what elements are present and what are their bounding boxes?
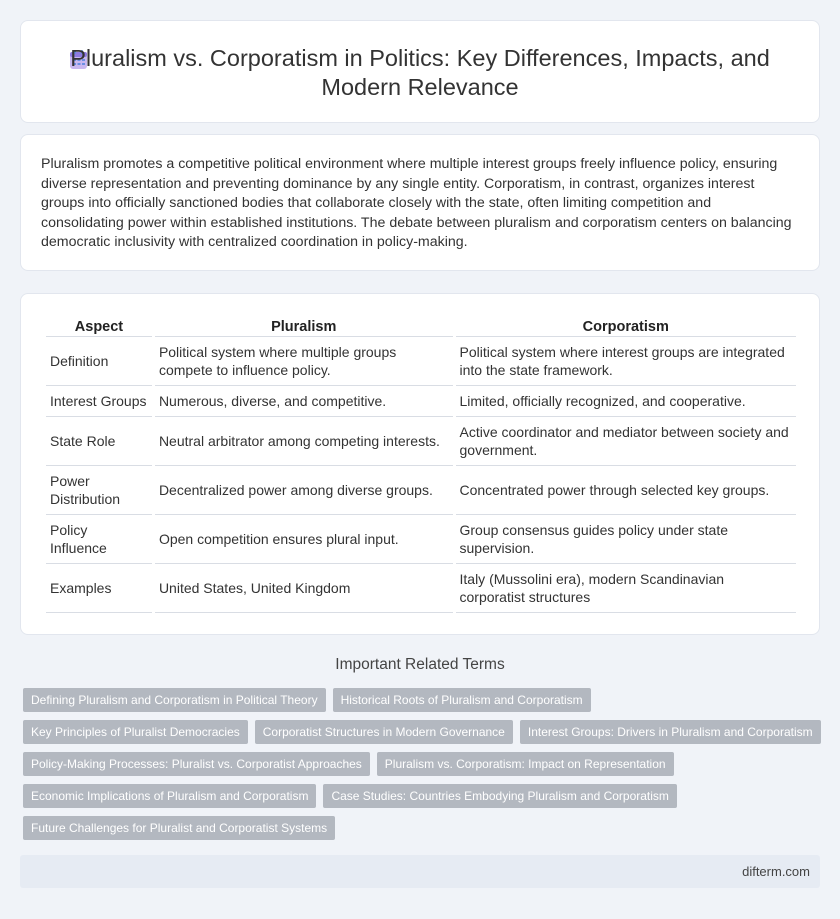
column-header: Pluralism [155, 316, 453, 337]
table-cell: United States, United Kingdom [155, 564, 453, 613]
related-term-tag[interactable]: Case Studies: Countries Embodying Pluralism and Corporatism [323, 784, 676, 808]
table-cell: Examples [46, 564, 152, 613]
table-header-row [46, 316, 796, 337]
related-term-tag[interactable]: Defining Pluralism and Corporatism in Political Theory [23, 688, 326, 712]
related-term-tag[interactable]: Future Challenges for Pluralist and Corporatist Systems [23, 816, 335, 840]
related-term-tag[interactable]: Policy-Making Processes: Pluralist vs. Corporatist Approaches [23, 752, 370, 776]
table-cell: Concentrated power through selected key groups. [456, 466, 797, 515]
table-cell: State Role [46, 417, 152, 466]
table-cell: Group consensus guides policy under state supervision. [456, 515, 797, 564]
column-header: Corporatism [456, 316, 797, 337]
table-row [46, 337, 796, 386]
table-row [46, 386, 796, 417]
summary-card [20, 134, 820, 271]
table-row [46, 515, 796, 564]
related-term-tag[interactable]: Key Principles of Pluralist Democracies [23, 720, 248, 744]
table-cell: Political system where interest groups are integrated into the state framework. [456, 337, 797, 386]
comparison-table [43, 316, 799, 613]
table-cell: Power Distribution [46, 466, 152, 515]
table-cell: Numerous, diverse, and competitive. [155, 386, 453, 417]
table-row [46, 564, 796, 613]
summary-paragraph: Pluralism promotes a competitive political environment where multiple interest groups freely influence policy, ensuring diverse representation and preventing dominance by any single entity. Corporatism, in contrast, organizes interest groups into officially sanctioned bodies that collaborate closely with the state, often limiting competition and consolidating power within established institutions. The debate between pluralism and corporatism centers on balancing democratic inclusivity with centralized coordination in policy-making. [41, 156, 792, 251]
related-term-tag[interactable]: Interest Groups: Drivers in Pluralism and Corporatism [520, 720, 821, 744]
column-header: Aspect [46, 316, 152, 337]
table-cell: Political system where multiple groups compete to influence policy. [155, 337, 453, 386]
table-cell: Open competition ensures plural input. [155, 515, 453, 564]
site-name[interactable]: difterm.com [742, 864, 810, 879]
related-term-tag[interactable]: Historical Roots of Pluralism and Corporatism [333, 688, 591, 712]
table-row [46, 417, 796, 466]
table-cell: Neutral arbitrator among competing interests. [155, 417, 453, 466]
table-cell: Active coordinator and mediator between society and government. [456, 417, 797, 466]
page-title: Pluralism vs. Corporatism in Politics: Key Differences, Impacts, and Modern Relevance [70, 45, 770, 100]
related-term-tag[interactable]: Pluralism vs. Corporatism: Impact on Representation [377, 752, 674, 776]
related-term-tag[interactable]: Economic Implications of Pluralism and Corporatism [23, 784, 316, 808]
table-row [46, 466, 796, 515]
related-terms-heading: Important Related Terms [335, 656, 505, 673]
table-cell: Interest Groups [46, 386, 152, 417]
table-cell: Policy Influence [46, 515, 152, 564]
related-terms-list [23, 688, 823, 848]
table-cell: Definition [46, 337, 152, 386]
table-cell: Decentralized power among diverse groups. [155, 466, 453, 515]
table-cell: Italy (Mussolini era), modern Scandinavian corporatist structures [456, 564, 797, 613]
comparison-table-card [20, 293, 820, 635]
related-term-tag[interactable]: Corporatist Structures in Modern Governance [255, 720, 513, 744]
title-card [20, 20, 820, 123]
footer-bar [20, 855, 820, 888]
table-cell: Limited, officially recognized, and cooperative. [456, 386, 797, 417]
